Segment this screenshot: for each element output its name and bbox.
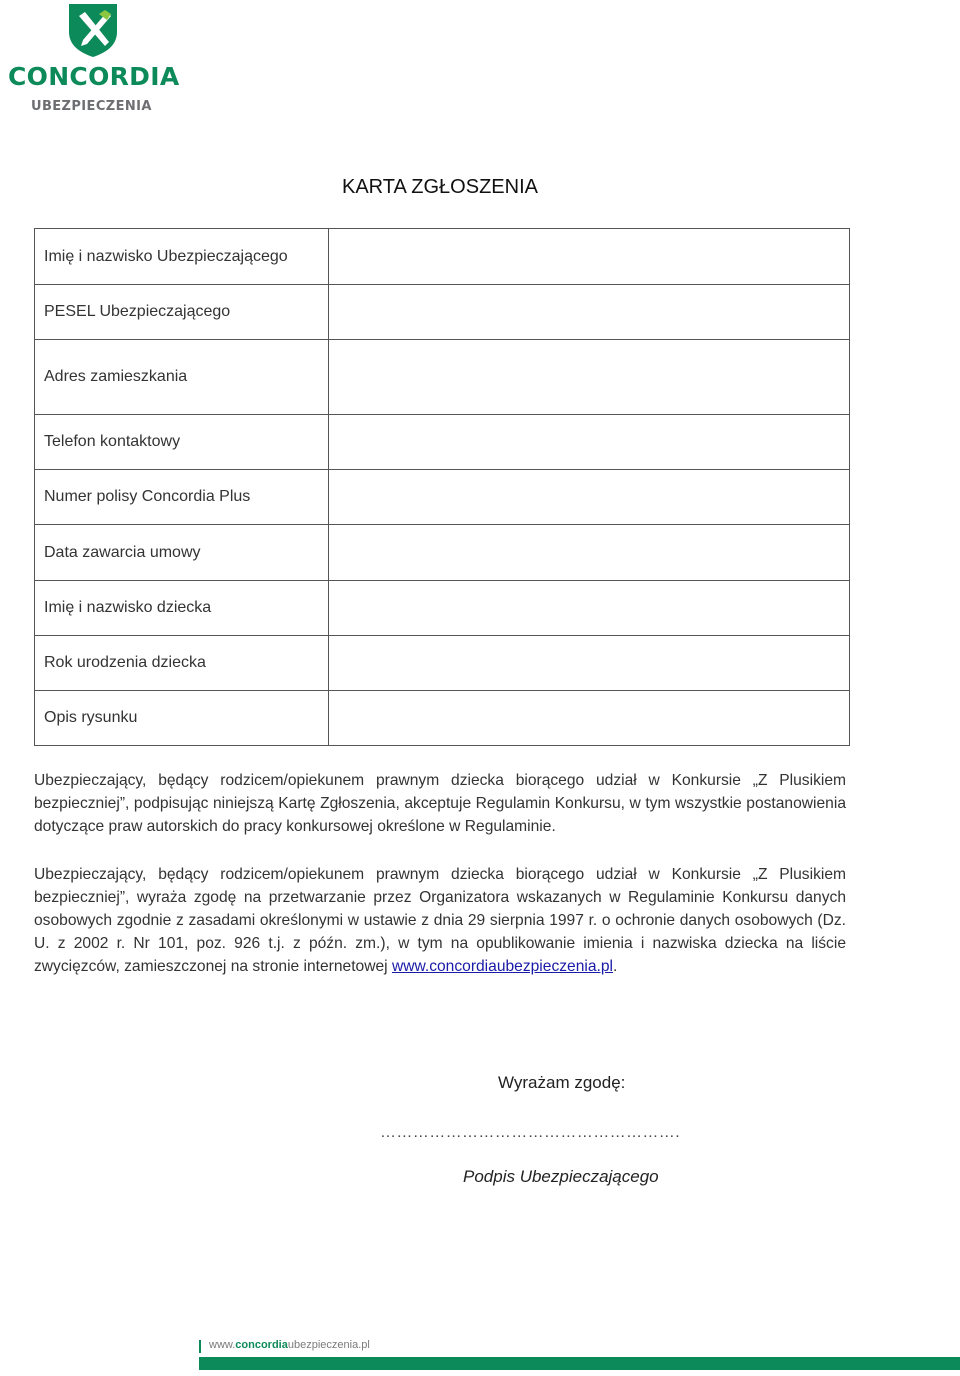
form-row <box>35 340 850 415</box>
form-label: Rok urodzenia dziecka <box>35 636 329 691</box>
footer-green-bar <box>199 1357 960 1370</box>
concordia-logo <box>8 2 178 120</box>
concordia-shield-icon <box>65 2 121 58</box>
form-value-field[interactable] <box>329 470 850 525</box>
form-label: Numer polisy Concordia Plus <box>35 470 329 525</box>
form-row <box>35 285 850 340</box>
page-title: KARTA ZGŁOSZENIA <box>342 176 538 198</box>
data-processing-text: Ubezpieczający, będący rodzicem/opiekunem prawnym dziecka biorącego udział w Konkursie „Z Plusikiem bezpieczniej”, wyraża zgodę na przetwarzanie przez Organizatora wskazanych w Regulaminie Konkursu danych osobowych zgodnie z zasadami określonymi w ustawie z dnia 29 sierpnia 1997 r. o ochronie danych osobowych (Dz. U. z 2002 r. Nr 101, poz. 926 t.j. z późn. zm.), w tym na opublikowanie imienia i nazwiska dziecka na liście zwycięzców, zamieszczonej na stronie internetowej <box>34 866 846 975</box>
form-value-field[interactable] <box>329 691 850 746</box>
acceptance-paragraph: Ubezpieczający, będący rodzicem/opiekunem prawnym dziecka biorącego udział w Konkursie „Z Plusikiem bezpieczniej”, podpisując niniejszą Kartę Zgłoszenia, akceptuje Regulamin Konkursu, w tym wszystkie postanowienia dotyczące praw autorskich do pracy konkursowej określone w Regulaminie. <box>34 772 846 835</box>
form-label: Data zawarcia umowy <box>35 525 329 581</box>
form-value-field[interactable] <box>329 415 850 470</box>
data-processing-paragraph <box>34 863 846 978</box>
form-row <box>35 525 850 581</box>
form-row <box>35 691 850 746</box>
form-label: Imię i nazwisko dziecka <box>35 581 329 636</box>
form-value-field[interactable] <box>329 581 850 636</box>
footer-url-bold: concordia <box>235 1339 288 1351</box>
form-row <box>35 470 850 525</box>
footer-url-prefix: www. <box>209 1339 236 1351</box>
form-row <box>35 636 850 691</box>
signature-label: Podpis Ubezpieczającego <box>463 1167 659 1186</box>
form-label: Adres zamieszkania <box>35 340 329 415</box>
form-value-field[interactable] <box>329 285 850 340</box>
form-row <box>35 581 850 636</box>
form-label: Opis rysunku <box>35 691 329 746</box>
consent-label: Wyrażam zgodę: <box>498 1073 626 1092</box>
logo-subtitle: UBEZPIECZENIA <box>31 99 152 114</box>
form-label: Imię i nazwisko Ubezpieczającego <box>35 229 329 285</box>
website-link[interactable]: www.concordiaubezpieczenia.pl <box>391 958 613 975</box>
registration-form-table <box>34 228 850 746</box>
form-label: Telefon kontaktowy <box>35 415 329 470</box>
logo-name: CONCORDIA <box>8 62 180 91</box>
footer-divider <box>199 1340 201 1353</box>
signature-line: ………………………………………………. <box>380 1124 681 1141</box>
form-value-field[interactable] <box>329 229 850 285</box>
footer-url-rest: ubezpieczenia.pl <box>287 1339 370 1351</box>
form-value-field[interactable] <box>329 636 850 691</box>
form-label: PESEL Ubezpieczającego <box>35 285 329 340</box>
form-value-field[interactable] <box>329 525 850 581</box>
form-value-field[interactable] <box>329 340 850 415</box>
form-row <box>35 229 850 285</box>
footer-url <box>209 1339 370 1351</box>
form-row <box>35 415 850 470</box>
paragraph-end: . <box>613 958 618 975</box>
